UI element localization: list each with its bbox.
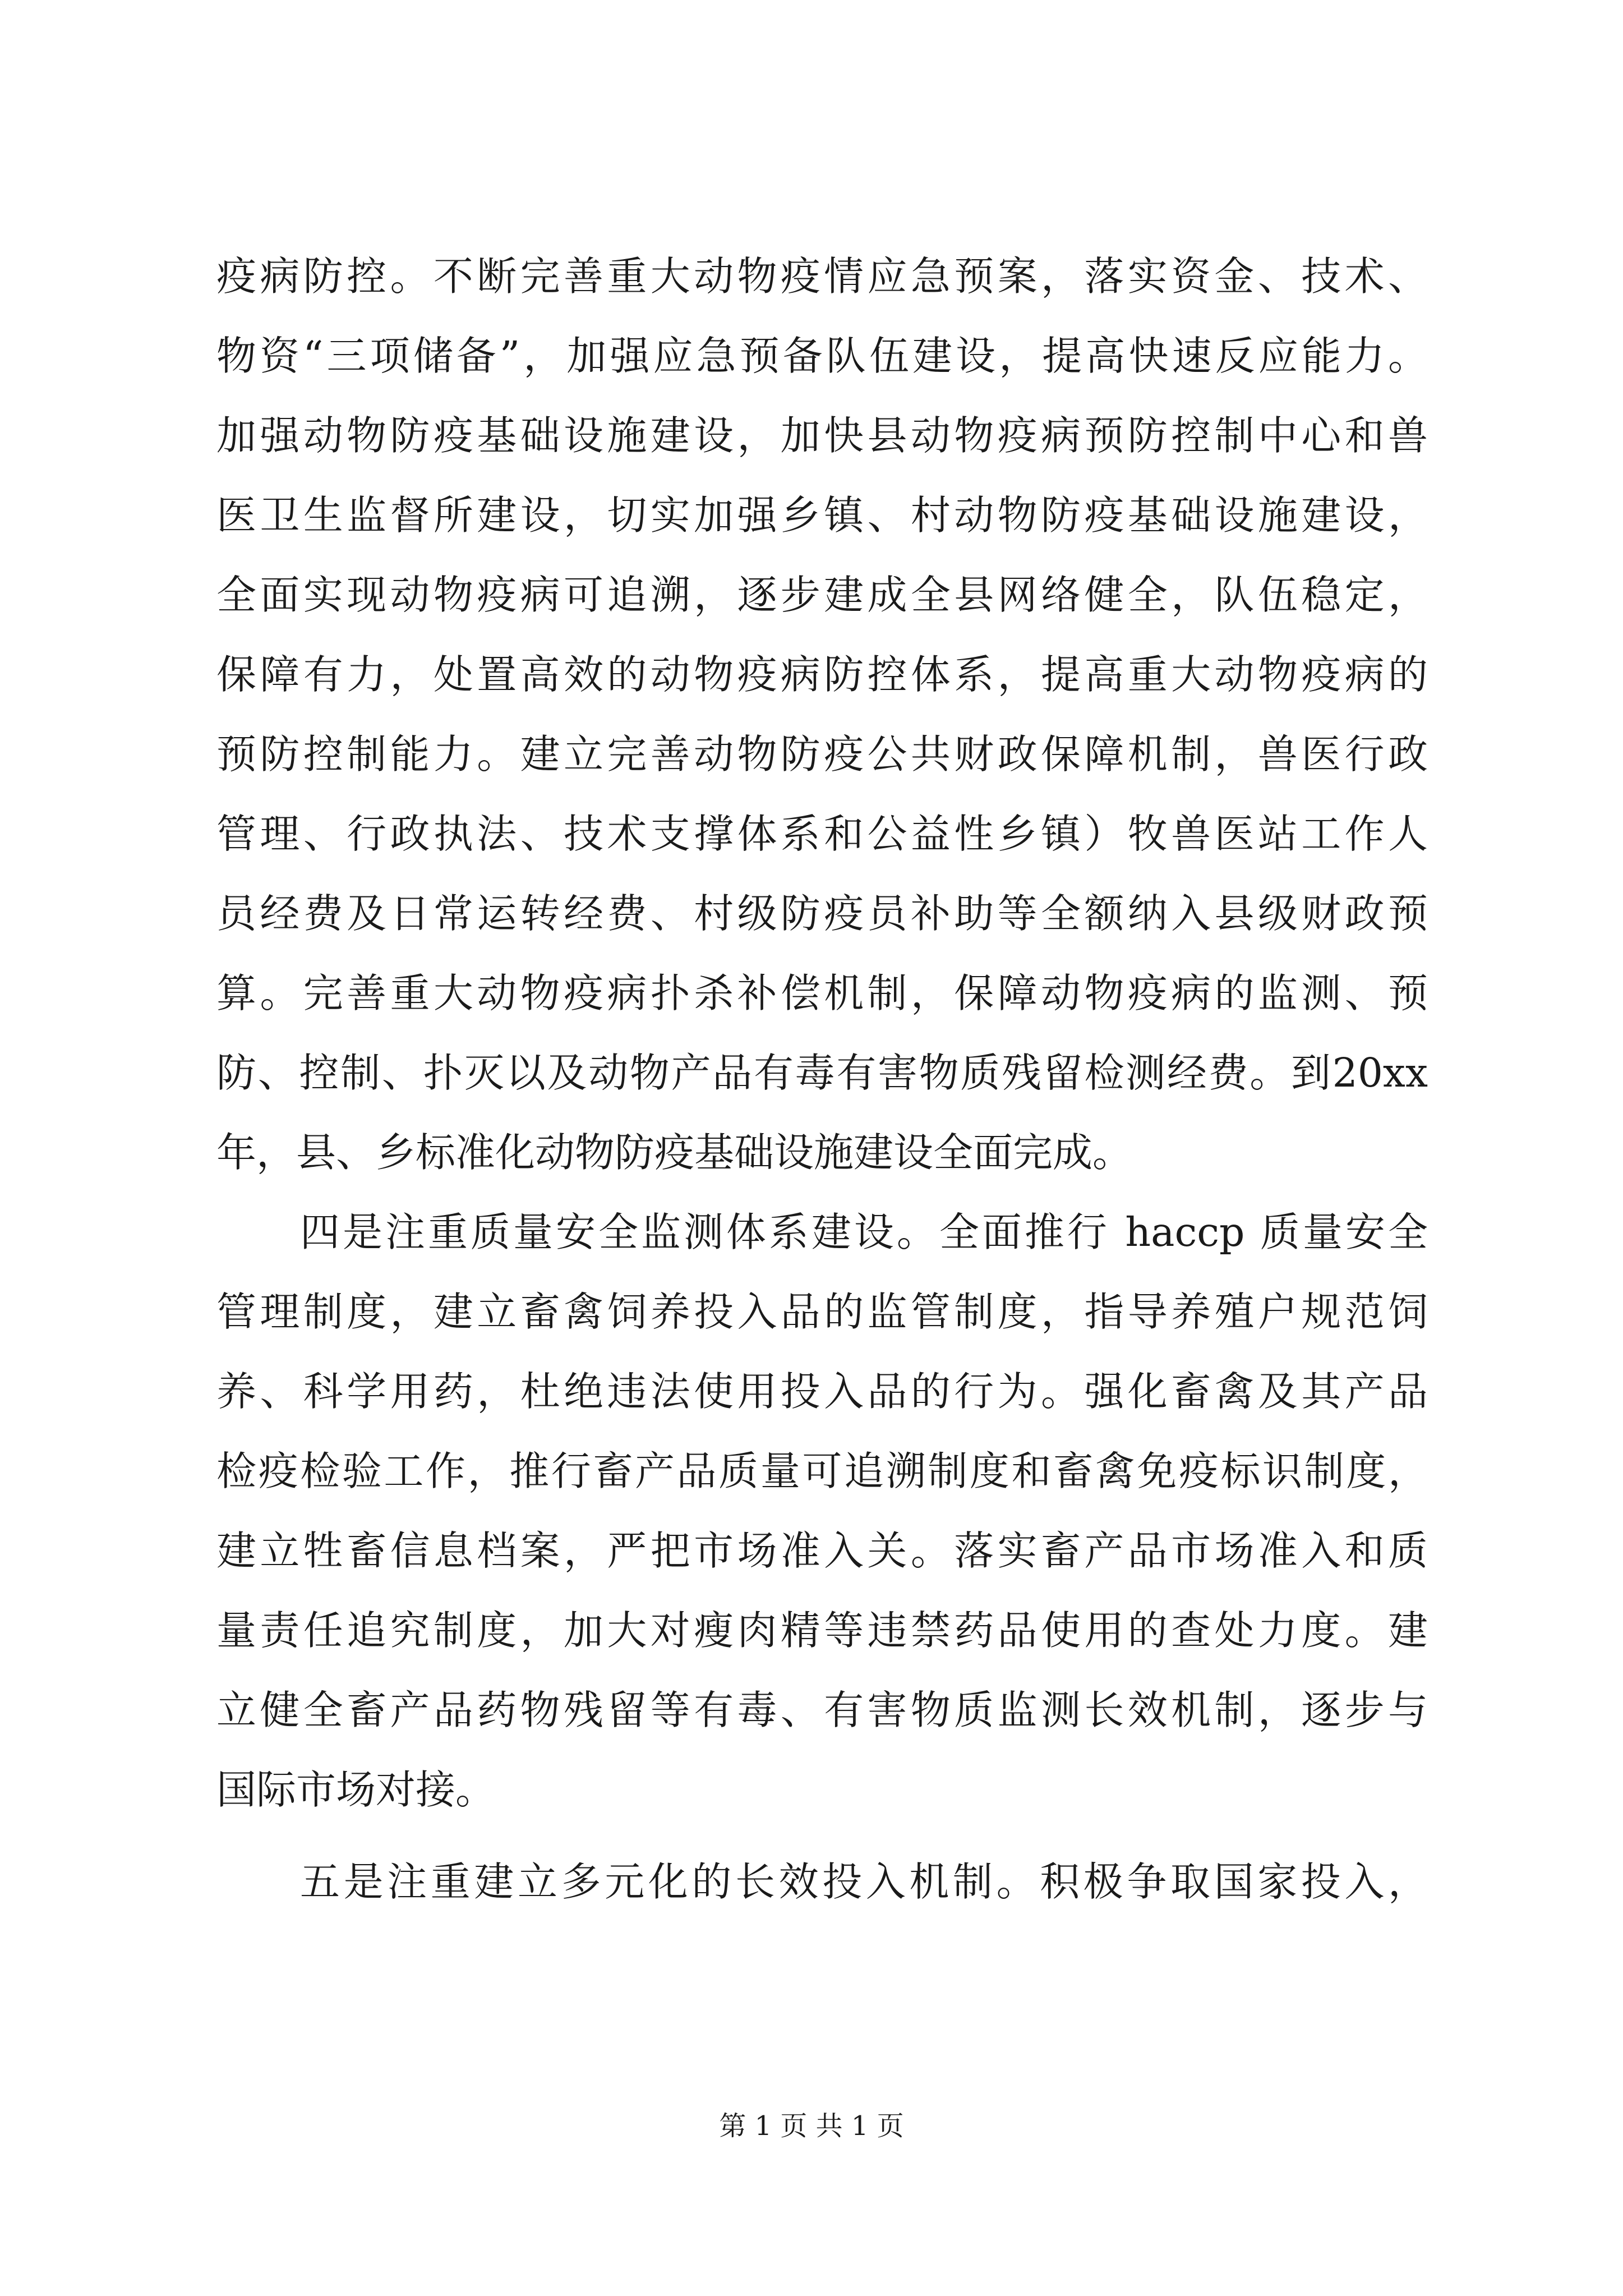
text-line: 检疫检验工作，推行畜产品质量可追溯制度和畜禽免疫标识制度， (216, 1448, 1428, 1494)
text-line: 保障有力，处置高效的动物疫病防控体系，提高重大动物疫病的 (216, 651, 1428, 698)
text-line: 管理制度，建立畜禽饲养投入品的监管制度，指导养殖户规范饲 (216, 1289, 1428, 1335)
text-line: 养、科学用药，杜绝违法使用投入品的行为。强化畜禽及其产品 (216, 1368, 1428, 1415)
text-line: 疫病防控。不断完善重大动物疫情应急预案，落实资金、技术、 (216, 253, 1428, 300)
text-line: 预防控制能力。建立完善动物防疫公共财政保障机制，兽医行政 (216, 731, 1428, 777)
text-line: 物资“三项储备”，加强应急预备队伍建设，提高快速反应能力。 (216, 333, 1428, 379)
text-line: 年，县、乡标准化动物防疫基础设施建设全面完成。 (216, 1129, 1133, 1176)
text-line: 医卫生监督所建设，切实加强乡镇、村动物防疫基础设施建设， (216, 492, 1428, 539)
text-line: 国际市场对接。 (216, 1766, 496, 1813)
paragraph-start-line: 五是注重建立多元化的长效投入机制。积极争取国家投入， (300, 1858, 1428, 1905)
text-line: 全面实现动物疫病可追溯，逐步建成全县网络健全，队伍稳定， (216, 572, 1428, 618)
text-line: 立健全畜产品药物残留等有毒、有害物质监测长效机制，逐步与 (216, 1687, 1428, 1733)
text-line: 量责任追究制度，加大对瘦肉精等违禁药品使用的查处力度。建 (216, 1607, 1428, 1654)
text-line: 加强动物防疫基础设施建设，加快县动物疫病预防控制中心和兽 (216, 412, 1428, 459)
text-line: 员经费及日常运转经费、村级防疫员补助等全额纳入县级财政预 (216, 890, 1428, 937)
text-line: 建立牲畜信息档案，严把市场准入关。落实畜产品市场准入和质 (216, 1527, 1428, 1574)
text-line: 防、控制、扑灭以及动物产品有毒有害物质残留检测经费。到20xx (216, 1050, 1428, 1096)
paragraph-start-line: 四是注重质量安全监测体系建设。全面推行 haccp 质量安全 (300, 1209, 1428, 1255)
page-number-footer: 第 1 页 共 1 页 (719, 2110, 904, 2142)
text-line: 算。完善重大动物疫病扑杀补偿机制，保障动物疫病的监测、预 (216, 970, 1428, 1016)
text-line: 管理、行政执法、技术支撑体系和公益性乡镇）牧兽医站工作人 (216, 811, 1428, 857)
